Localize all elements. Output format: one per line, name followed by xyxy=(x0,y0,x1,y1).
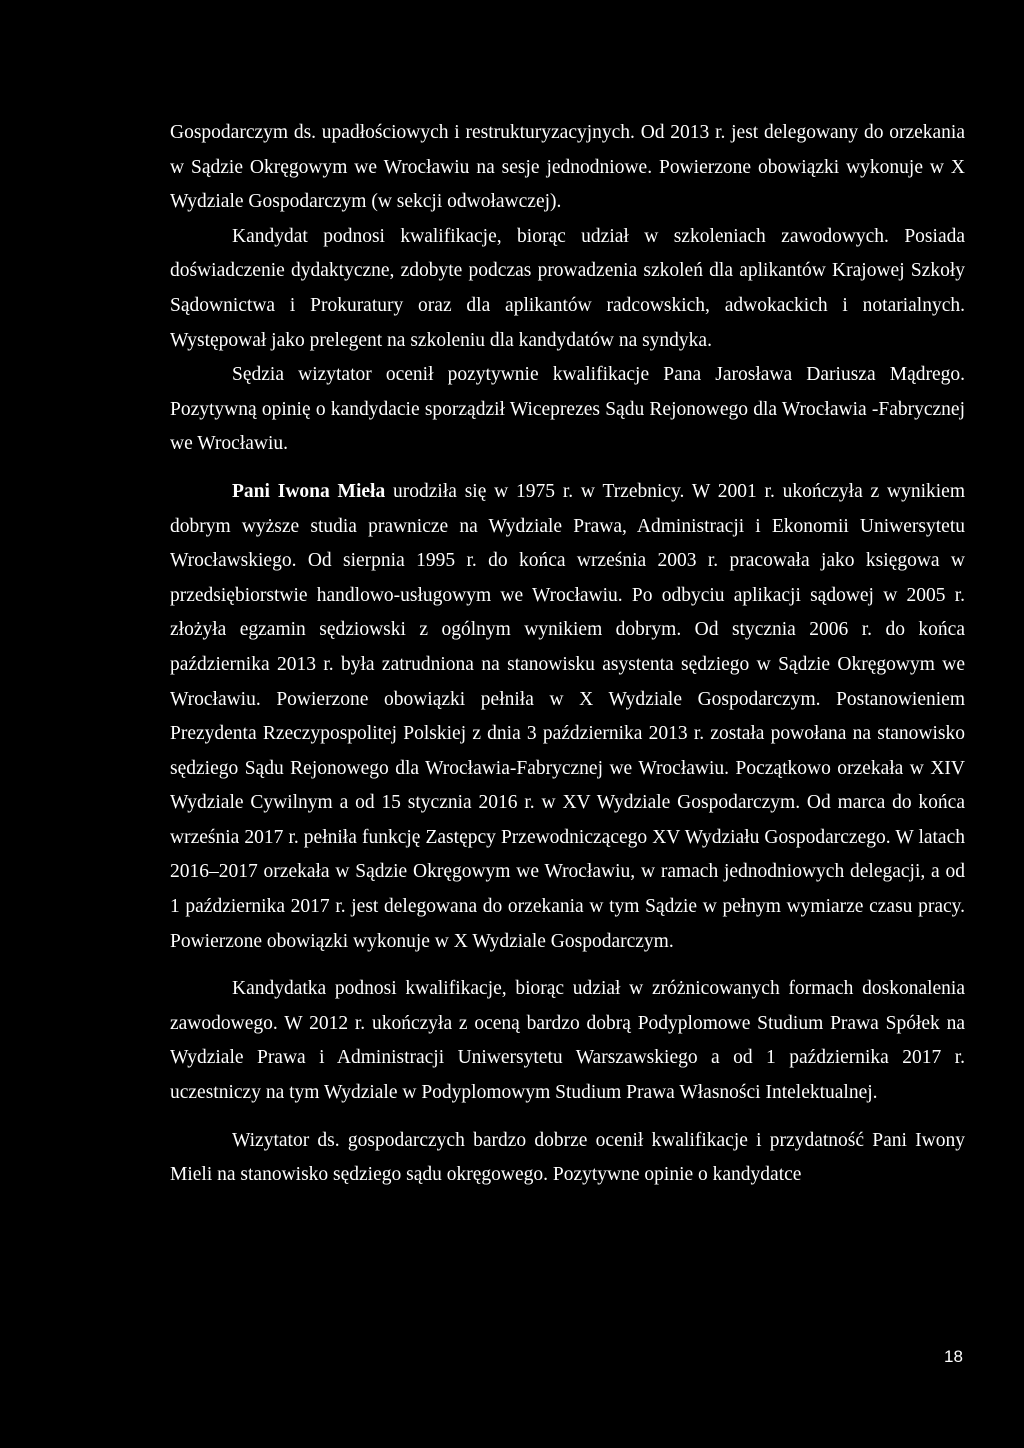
paragraph-candidate-training: Kandydatka podnosi kwalifikacje, biorąc udział w zróżnicowanych formach doskonalenia zawodowego. W 2012 r. ukończyła z oceną bardzo dobrą Podyplomowe Studium Prawa Spółek na Wydziale Prawa i Administracji Uniwersytetu Warszawskiego a od 1 października 2017 r. uczestniczy na tym Wydziale w Podyplomowym Studium Prawa Własności Intelektualnej. xyxy=(170,978,965,1104)
page-number: 18 xyxy=(944,1347,963,1366)
paragraph-candidate-bio xyxy=(170,475,965,959)
paragraph-qualifications: Kandydat podnosi kwalifikacje, biorąc udział w szkoleniach zawodowych. Posiada doświadczenie dydaktyczne, zdobyte podczas prowadzenia szkoleń dla aplikantów Krajowej Szkoły Sądownictwa i Prokuratury oraz dla aplikantów radcowskich, adwokackich i notarialnych. Występował jako prelegent na szkoleniu dla kandydatów na syndyka. xyxy=(170,225,965,351)
candidate-name: Pani Iwona Mieła xyxy=(232,480,386,502)
paragraph-candidate-assessment: Wizytator ds. gospodarczych bardzo dobrze ocenił kwalifikacje i przydatność Pani Iwony Mieli na stanowisko sędziego sądu okręgowego. Pozytywne opinie o kandydatce xyxy=(170,1129,965,1186)
paragraph-assessment: Sędzia wizytator ocenił pozytywnie kwalifikacje Pana Jarosława Dariusza Mądrego. Pozytywną opinię o kandydacie sporządził Wiceprezes Sądu Rejonowego dla Wrocławia -Fabrycznej we Wrocławiu. xyxy=(170,364,965,455)
candidate-bio-text: urodziła się w 1975 r. w Trzebnicy. W 2001 r. ukończyła z wynikiem dobrym wyższe studia prawnicze na Wydziale Prawa, Administracji i Ekonomii Uniwersytetu Wrocławskiego. Od sierpnia 1995 r. do końca września 2003 r. pracowała jako księgowa w przedsiębiorstwie handlowo-usługowym we Wrocławiu. Po odbyciu aplikacji sądowej w 2005 r. złożyła egzamin sędziowski z ogólnym wynikiem dobrym. Od stycznia 2006 r. do końca października 2013 r. była zatrudniona na stanowisku asystenta sędziego w Sądzie Okręgowym we Wrocławiu. Powierzone obowiązki pełniła w X Wydziale Gospodarczym. Postanowieniem Prezydenta Rzeczypospolitej Polskiej z dnia 3 października 2013 r. została powołana na stanowisko sędziego Sądu Rejonowego dla Wrocławia-Fabrycznej we Wrocławiu. Początkowo orzekała w XIV Wydziale Cywilnym a od 15 stycznia 2016 r. w XV Wydziale Gospodarczym. Od marca do końca września 2017 r. pełniła funkcję Zastępcy Przewodniczącego XV Wydziału Gospodarczego. W latach 2016–2017 orzekała w Sądzie Okręgowym we Wrocławiu, w ramach jednodniowych delegacji, a od 1 października 2017 r. jest delegowana do orzekania w tym Sądzie w pełnym wymiarze czasu pracy. Powierzone obowiązki wykonuje w X Wydziale Gospodarczym. xyxy=(170,480,966,952)
document-body xyxy=(170,116,965,1193)
paragraph-continuation: Gospodarczym ds. upadłościowych i restrukturyzacyjnych. Od 2013 r. jest delegowany do orzekania w Sądzie Okręgowym we Wrocławiu na sesje jednodniowe. Powierzone obowiązki wykonuje w X Wydziale Gospodarczym (w sekcji odwoławczej). xyxy=(170,122,965,213)
